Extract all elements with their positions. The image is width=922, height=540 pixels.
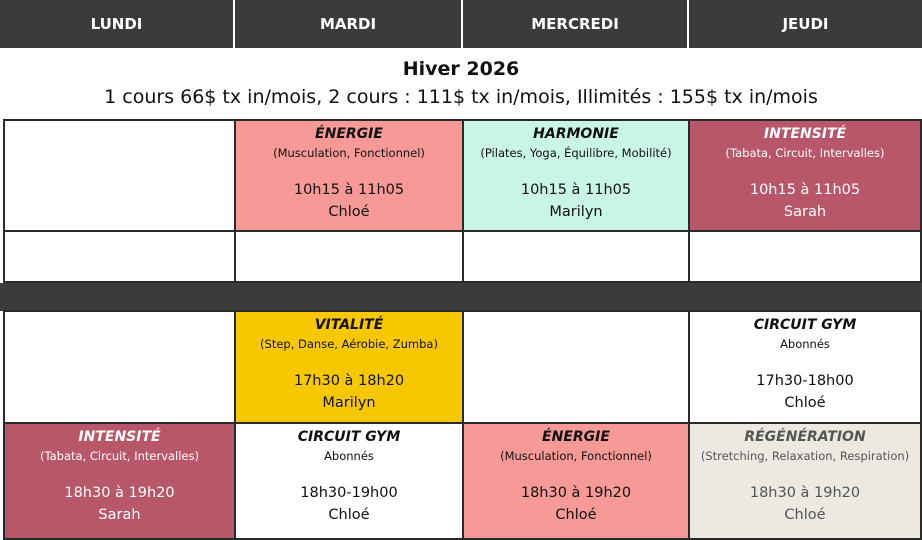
schedule-cell-empty xyxy=(234,230,464,283)
class-cell-energie-mardi-am[interactable] xyxy=(234,119,464,232)
class-cell-harmonie-mercredi-am[interactable] xyxy=(462,119,690,232)
class-description: (Musculation, Fonctionnel) xyxy=(273,146,425,160)
class-cell-circuit-gym-mardi-pm[interactable] xyxy=(234,422,464,540)
class-cell-intensite-jeudi-am[interactable] xyxy=(688,119,922,232)
class-cell-regeneration-jeudi-pm[interactable] xyxy=(688,422,922,540)
class-instructor: Marilyn xyxy=(549,204,603,220)
class-instructor: Chloé xyxy=(328,507,370,523)
class-description: Abonnés xyxy=(324,449,374,463)
class-name: CIRCUIT GYM xyxy=(753,317,857,333)
class-description: (Pilates, Yoga, Équilibre, Mobilité) xyxy=(480,146,672,160)
schedule-cell-empty xyxy=(462,230,690,283)
class-instructor: Sarah xyxy=(783,204,827,220)
class-cell-circuit-gym-jeudi-pm[interactable] xyxy=(688,310,922,424)
season-title: Hiver 2026 xyxy=(402,58,520,80)
day-header-mercredi: MERCREDI xyxy=(463,0,689,48)
class-instructor: Chloé xyxy=(784,395,826,411)
class-description: (Tabata, Circuit, Intervalles) xyxy=(40,449,199,463)
class-name: HARMONIE xyxy=(533,126,619,142)
day-header-lundi: LUNDI xyxy=(0,0,235,48)
class-name: ÉNERGIE xyxy=(542,429,610,445)
midday-divider xyxy=(0,283,922,311)
class-name: VITALITÉ xyxy=(314,317,384,333)
class-time: 17h30 à 18h20 xyxy=(293,373,405,389)
class-time: 10h15 à 11h05 xyxy=(293,182,405,198)
class-description: (Musculation, Fonctionnel) xyxy=(500,449,652,463)
class-description: (Tabata, Circuit, Intervalles) xyxy=(725,146,885,160)
class-instructor: Sarah xyxy=(98,507,141,523)
day-header-jeudi: JEUDI xyxy=(689,0,922,48)
class-instructor: Chloé xyxy=(328,204,370,220)
class-cell-intensite-lundi-pm[interactable] xyxy=(3,422,236,540)
class-time: 18h30 à 19h20 xyxy=(749,485,861,501)
class-time: 17h30-18h00 xyxy=(756,373,854,389)
class-instructor: Marilyn xyxy=(322,395,376,411)
class-cell-energie-mercredi-pm[interactable] xyxy=(462,422,690,540)
class-time: 18h30-19h00 xyxy=(300,485,398,501)
class-name: RÉGÉNÉRATION xyxy=(744,429,866,445)
class-time: 18h30 à 19h20 xyxy=(520,485,632,501)
class-name: INTENSITÉ xyxy=(78,429,161,445)
class-time: 18h30 à 19h20 xyxy=(64,485,175,501)
class-time: 10h15 à 11h05 xyxy=(749,182,861,198)
schedule-cell-empty xyxy=(462,310,690,424)
class-instructor: Chloé xyxy=(555,507,597,523)
class-cell-vitalite-mardi-pm[interactable] xyxy=(234,310,464,424)
pricing-line: 1 cours 66$ tx in/mois, 2 cours : 111$ tx in/mois, Illimités : 155$ tx in/mois xyxy=(104,86,818,108)
class-time: 10h15 à 11h05 xyxy=(520,182,632,198)
class-description: Abonnés xyxy=(780,337,830,351)
schedule-cell-empty xyxy=(3,310,236,424)
schedule-cell-empty xyxy=(3,230,236,283)
class-name: INTENSITÉ xyxy=(763,126,847,142)
class-description: (Step, Danse, Aérobie, Zumba) xyxy=(260,337,438,351)
schedule-cell-empty xyxy=(688,230,922,283)
class-instructor: Chloé xyxy=(784,507,826,523)
class-description: (Stretching, Relaxation, Respiration) xyxy=(700,449,910,463)
class-name: ÉNERGIE xyxy=(315,126,383,142)
class-name: CIRCUIT GYM xyxy=(297,429,401,445)
schedule-cell-empty xyxy=(3,119,236,232)
day-header-mardi: MARDI xyxy=(235,0,463,48)
day-header-row xyxy=(0,0,922,48)
